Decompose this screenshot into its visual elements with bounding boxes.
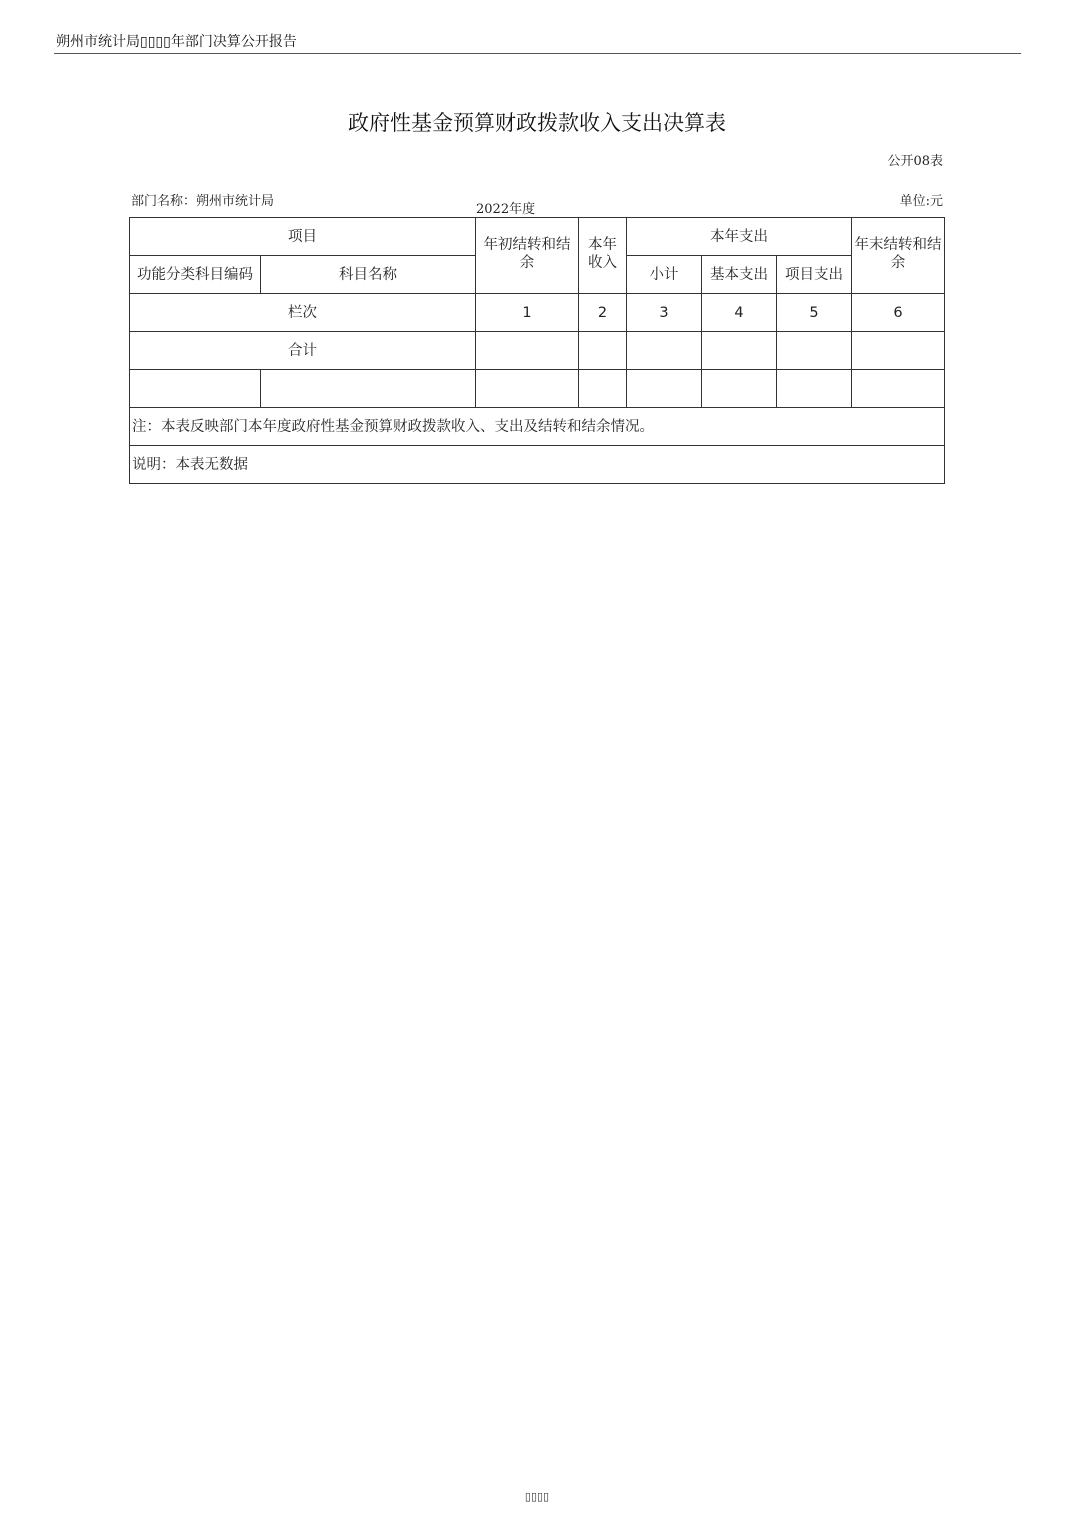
column-number-cell: 1 <box>476 294 579 332</box>
column-number-label: 栏次 <box>130 294 476 332</box>
fund-budget-table <box>129 217 945 484</box>
header-expense-group: 本年支出 <box>627 218 852 256</box>
header-income: 本年收入 <box>579 218 627 294</box>
empty-cell <box>579 332 627 370</box>
column-number-cell: 6 <box>852 294 945 332</box>
empty-cell <box>852 370 945 408</box>
unit-label: 单位:元 <box>899 194 943 209</box>
empty-cell <box>777 370 852 408</box>
column-number-row <box>130 294 945 332</box>
header-subtotal: 小计 <box>627 256 702 294</box>
empty-cell <box>777 332 852 370</box>
page-number: ▯▯▯▯ <box>524 1490 550 1503</box>
total-label: 合计 <box>130 332 476 370</box>
empty-cell <box>702 370 777 408</box>
empty-cell <box>130 370 261 408</box>
document-title: 政府性基金预算财政拨款收入支出决算表 <box>348 111 726 135</box>
column-number-cell: 3 <box>627 294 702 332</box>
table-remark: 说明：本表无数据 <box>130 446 945 484</box>
column-number-cell: 4 <box>702 294 777 332</box>
fiscal-year: 2022年度 <box>476 202 536 217</box>
total-row <box>130 332 945 370</box>
form-code: 公开08表 <box>887 154 943 169</box>
department-name: 部门名称：朔州市统计局 <box>131 194 275 209</box>
empty-cell <box>627 370 702 408</box>
header-func-code: 功能分类科目编码 <box>130 256 261 294</box>
header-item: 项目 <box>130 218 476 256</box>
empty-cell <box>261 370 476 408</box>
header-row-1 <box>130 218 945 256</box>
empty-cell <box>702 332 777 370</box>
note-row <box>130 408 945 446</box>
empty-cell <box>627 332 702 370</box>
column-number-cell: 5 <box>777 294 852 332</box>
empty-cell <box>476 332 579 370</box>
empty-cell <box>476 370 579 408</box>
header-project-expense: 项目支出 <box>777 256 852 294</box>
remark-row <box>130 446 945 484</box>
empty-cell <box>852 332 945 370</box>
running-header: 朔州市统计局▯▯▯▯年部门决算公开报告 <box>56 34 297 50</box>
header-basic-expense: 基本支出 <box>702 256 777 294</box>
header-begin-balance: 年初结转和结余 <box>476 218 579 294</box>
header-rule <box>54 53 1021 54</box>
empty-data-row <box>130 370 945 408</box>
header-end-balance: 年末结转和结余 <box>852 218 945 294</box>
column-number-cell: 2 <box>579 294 627 332</box>
empty-cell <box>579 370 627 408</box>
table-note: 注：本表反映部门本年度政府性基金预算财政拨款收入、支出及结转和结余情况。 <box>130 408 945 446</box>
header-subject-name: 科目名称 <box>261 256 476 294</box>
